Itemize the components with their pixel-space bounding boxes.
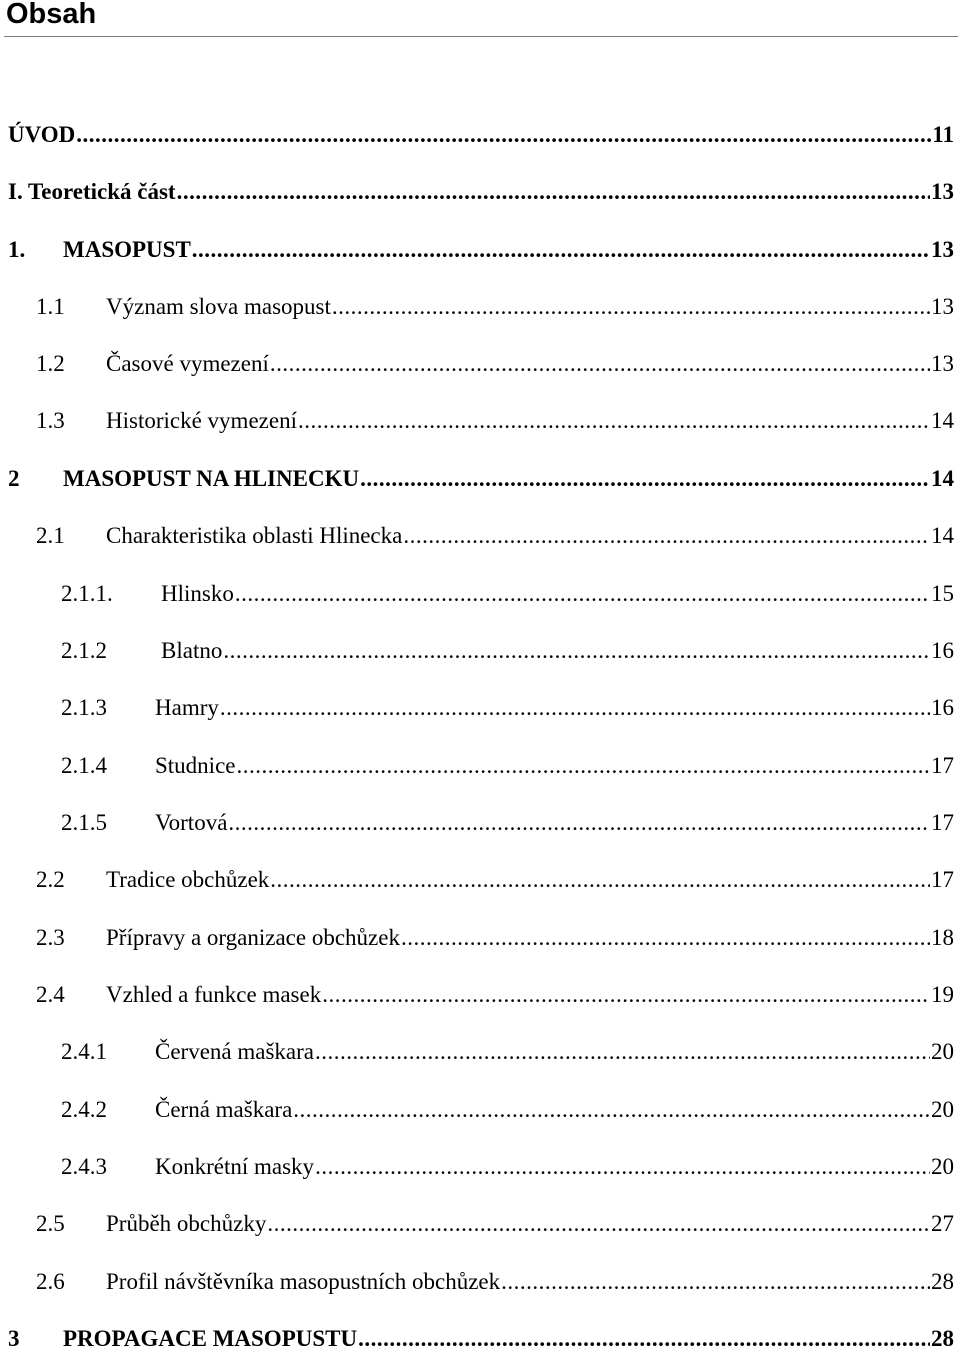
toc-entry-title: Hamry (155, 695, 219, 720)
toc-entry-title: Černá maškara (155, 1097, 293, 1122)
dot-leader (192, 235, 930, 265)
toc-entry[interactable] (8, 464, 954, 494)
dot-leader (322, 980, 930, 1010)
toc-entry-title: ÚVOD (8, 122, 76, 147)
toc-entry-number: 2.1.1. (61, 581, 113, 606)
toc-entry-title: I. Teoretická část (8, 179, 176, 204)
toc-entry[interactable] (8, 177, 954, 207)
toc-entry-title: MASOPUST NA HLINECKU (63, 466, 360, 491)
toc-entry-page: 20 (931, 1154, 954, 1179)
dot-leader (332, 292, 930, 322)
dot-leader (228, 808, 930, 838)
dot-leader (360, 464, 930, 494)
toc-entry-page: 11 (932, 122, 954, 147)
toc-entry[interactable] (61, 636, 954, 666)
toc-entry-title: MASOPUST (63, 237, 191, 262)
toc-entry-title: Hlinsko (161, 581, 234, 606)
toc-entry-title: Časové vymezení (106, 351, 269, 376)
toc-entry[interactable] (61, 1152, 954, 1182)
dot-leader (237, 751, 931, 781)
toc-entry-title: Charakteristika oblasti Hlinecka (106, 523, 403, 548)
toc-entry-number: 2.4.1 (61, 1039, 107, 1064)
dot-leader (358, 1324, 930, 1350)
dot-leader (403, 521, 930, 551)
dot-leader (293, 1095, 930, 1125)
toc-entry-title: Studnice (155, 753, 236, 778)
dot-leader (401, 923, 930, 953)
toc-entry-page: 14 (931, 466, 954, 491)
dot-leader (267, 1209, 930, 1239)
toc-entry[interactable] (36, 1209, 954, 1239)
toc-entry-number: 2.1 (36, 523, 65, 548)
toc-entry-title: Průběh obchůzky (106, 1211, 267, 1236)
toc-entry-title: Konkrétní masky (155, 1154, 315, 1179)
dot-leader (501, 1267, 930, 1297)
dot-leader (220, 693, 930, 723)
toc-entry-number: 2.1.5 (61, 810, 107, 835)
toc-entry[interactable] (36, 349, 954, 379)
toc-entry-page: 14 (931, 408, 954, 433)
toc-entry-page: 17 (931, 810, 954, 835)
toc-entry-page: 13 (931, 294, 954, 319)
toc-entry-title: Vzhled a funkce masek (106, 982, 322, 1007)
toc-entry-number: 2.4.2 (61, 1097, 107, 1122)
dot-leader (270, 349, 930, 379)
toc-entry-title: Vortová (155, 810, 228, 835)
toc-entry-title: Přípravy a organizace obchůzek (106, 925, 400, 950)
toc-entry-number: 1.3 (36, 408, 65, 433)
toc-entry-number: 2 (8, 466, 20, 491)
dot-leader (270, 865, 930, 895)
toc-entry-page: 17 (931, 867, 954, 892)
toc-entry-number: 2.1.2 (61, 638, 107, 663)
toc-entry[interactable] (61, 693, 954, 723)
toc-entry[interactable] (61, 808, 954, 838)
toc-entry-number: 2.6 (36, 1269, 65, 1294)
toc-entry-page: 18 (931, 925, 954, 950)
toc-entry-page: 13 (931, 351, 954, 376)
toc-entry[interactable] (36, 292, 954, 322)
toc-entry[interactable] (61, 1037, 954, 1067)
toc-entry[interactable] (8, 235, 954, 265)
toc-entry-number: 2.4 (36, 982, 65, 1007)
toc-entry[interactable] (36, 923, 954, 953)
toc-entry-title: PROPAGACE MASOPUSTU (63, 1326, 358, 1350)
toc-entry-title: Význam slova masopust (106, 294, 331, 319)
dot-leader (223, 636, 930, 666)
toc-entry-page: 14 (931, 523, 954, 548)
toc-entry-page: 13 (931, 237, 954, 262)
toc-entry[interactable] (61, 1095, 954, 1125)
page-title: Obsah (6, 0, 97, 30)
toc-entry[interactable] (8, 120, 954, 150)
heading-divider (4, 36, 958, 37)
toc-entry[interactable] (36, 1267, 954, 1297)
toc-entry-number: 1. (8, 237, 26, 262)
toc-entry-title: Blatno (161, 638, 223, 663)
toc-entry-title: Profil návštěvníka masopustních obchůzek (106, 1269, 501, 1294)
toc-entry-page: 13 (931, 179, 954, 204)
toc-entry-page: 20 (931, 1039, 954, 1064)
toc-entry-title: Historické vymezení (106, 408, 297, 433)
toc-entry[interactable] (61, 751, 954, 781)
toc-entry-number: 3 (8, 1326, 20, 1350)
toc-entry-page: 20 (931, 1097, 954, 1122)
dot-leader (298, 406, 930, 436)
toc-entry-page: 19 (931, 982, 954, 1007)
toc-entry-page: 27 (931, 1211, 954, 1236)
toc-entry-page: 16 (931, 695, 954, 720)
dot-leader (235, 579, 930, 609)
toc-entry[interactable] (36, 865, 954, 895)
dot-leader (177, 177, 930, 207)
dot-leader (76, 120, 931, 150)
toc-entry-number: 2.5 (36, 1211, 65, 1236)
toc-entry[interactable] (61, 579, 954, 609)
toc-entry-number: 2.1.3 (61, 695, 107, 720)
toc-entry-page: 28 (931, 1326, 954, 1350)
toc-entry-title: Tradice obchůzek (106, 867, 270, 892)
toc-entry-page: 16 (931, 638, 954, 663)
toc-entry-page: 28 (931, 1269, 954, 1294)
toc-entry-title: Červená maškara (155, 1039, 315, 1064)
toc-entry-number: 2.4.3 (61, 1154, 107, 1179)
toc-entry[interactable] (36, 521, 954, 551)
toc-entry-page: 15 (931, 581, 954, 606)
dot-leader (315, 1037, 930, 1067)
toc-entry[interactable] (8, 1324, 954, 1350)
toc-entry-page: 17 (931, 753, 954, 778)
toc-entry-number: 2.1.4 (61, 753, 107, 778)
toc-entry-number: 2.3 (36, 925, 65, 950)
toc-entry[interactable] (36, 406, 954, 436)
toc-entry-number: 1.2 (36, 351, 65, 376)
toc-entry-number: 1.1 (36, 294, 65, 319)
toc-entry[interactable] (36, 980, 954, 1010)
dot-leader (315, 1152, 930, 1182)
toc-entry-number: 2.2 (36, 867, 65, 892)
